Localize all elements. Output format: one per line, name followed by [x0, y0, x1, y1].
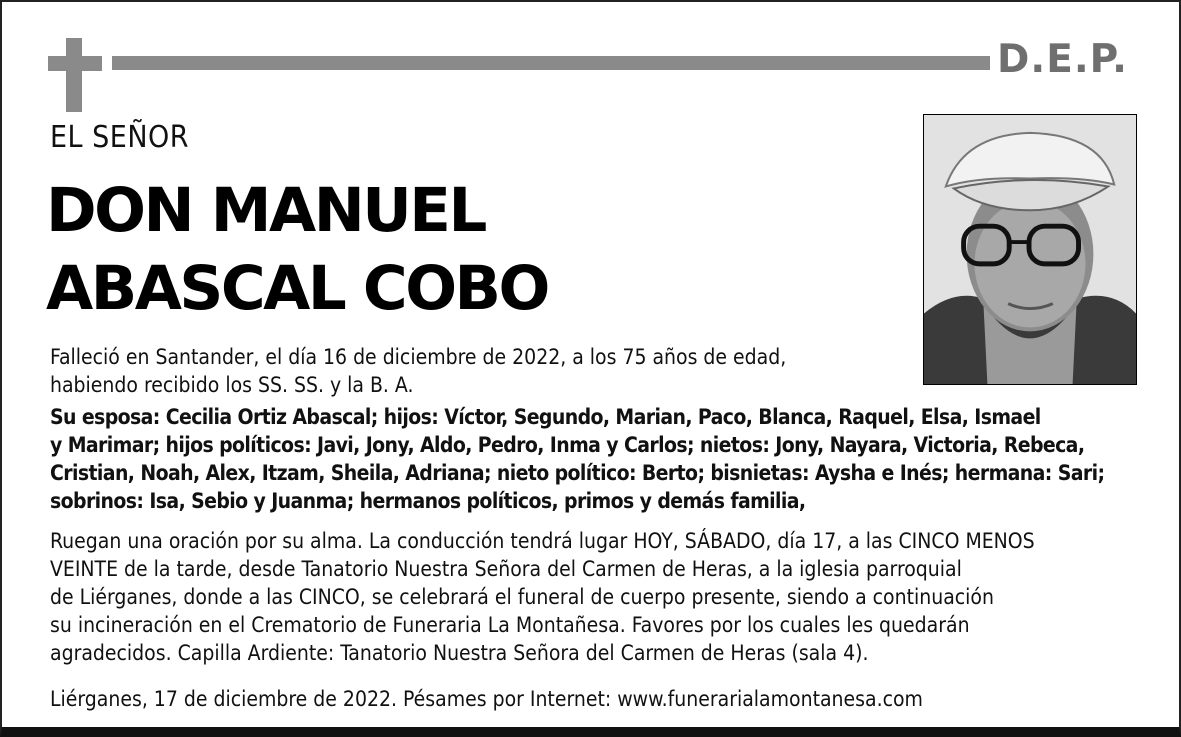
portrait-photo	[923, 114, 1137, 385]
name-line-1: DON MANUEL	[46, 175, 485, 246]
service-line: VEINTE de la tarde, desde Tanatorio Nuestra Señora del Carmen de Heras, a la iglesia parroquial	[50, 557, 962, 581]
deceased-name	[46, 172, 548, 328]
cross-icon	[48, 38, 102, 112]
name-line-2: ABASCAL COBO	[46, 253, 548, 324]
family-line: Su esposa: Cecilia Ortiz Abascal; hijos: Víctor, Segundo, Marian, Paco, Blanca, Raquel, Elsa, Ismael	[50, 405, 1041, 429]
family-line: sobrinos: Isa, Sebio y Juanma; hermanos políticos, primos y demás familia,	[50, 489, 806, 513]
death-paragraph	[50, 343, 910, 399]
header-rule	[112, 56, 990, 70]
family-line: y Marimar; hijos políticos: Javi, Jony, Aldo, Pedro, Inma y Carlos; nietos: Jony, Nayara, Victoria, Rebeca,	[50, 433, 1085, 457]
family-line: Cristian, Noah, Alex, Itzam, Sheila, Adriana; nieto político: Berto; bisnietas: Aysha e Inés; hermana: Sari;	[50, 461, 1105, 485]
footer-line: Liérganes, 17 de diciembre de 2022. Pésames por Internet: www.funerarialamontanesa.com	[50, 687, 923, 711]
family-paragraph	[50, 403, 1130, 515]
death-line: Falleció en Santander, el día 16 de diciembre de 2022, a los 75 años de edad,	[50, 345, 787, 369]
death-line: habiendo recibido los SS. SS. y la B. A.	[50, 373, 414, 397]
honorific: EL SEÑOR	[50, 120, 190, 155]
service-line: su incineración en el Crematorio de Funeraria La Montañesa. Favores por los cuales les quedarán	[50, 613, 970, 637]
service-line: de Liérganes, donde a las CINCO, se celebrará el funeral de cuerpo presente, siendo a continuación	[50, 585, 994, 609]
service-line: agradecidos. Capilla Ardiente: Tanatorio Nuestra Señora del Carmen de Heras (sala 4).	[50, 641, 869, 665]
service-line: Ruegan una oración por su alma. La conducción tendrá lugar HOY, SÁBADO, día 17, a las CINCO MENOS	[50, 529, 1035, 553]
service-paragraph	[50, 527, 1140, 667]
dep-label: D.E.P.	[997, 37, 1128, 82]
